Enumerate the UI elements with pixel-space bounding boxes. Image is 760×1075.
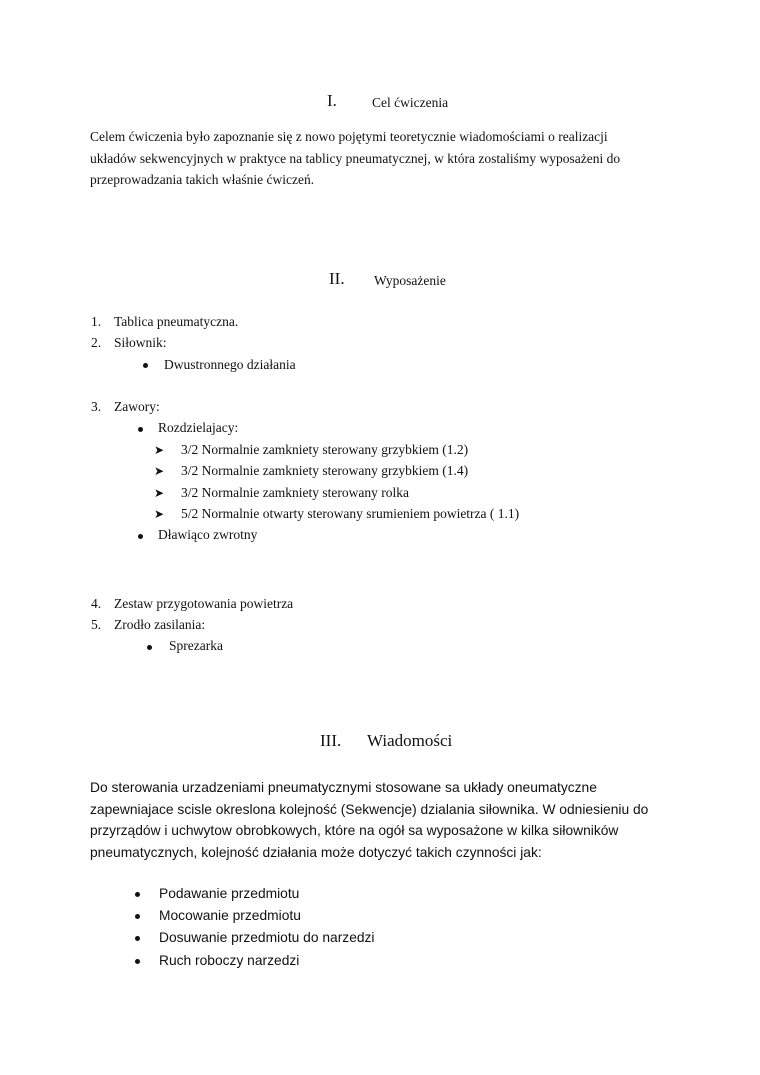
arrow-item-text: 5/2 Normalnie otwarty sterowany srumieniem powietrza ( 1.1)	[181, 506, 520, 521]
bullet-icon	[143, 363, 148, 368]
list-item-text: Zestaw przygotowania powietrza	[114, 596, 294, 611]
paragraph-line: zapewniajace scisle okreslona kolejność (Sekwencje) dzialania siłownika. W odniesieniu do	[90, 801, 649, 817]
section-1-paragraph	[90, 126, 620, 191]
list-item-text: Tablica pneumatyczna.	[114, 314, 239, 329]
sub-item-text: Dławiąco zwrotny	[158, 527, 258, 542]
bullet-icon	[135, 892, 140, 897]
bullet-icon	[135, 914, 140, 919]
section-2-title: Wyposażenie	[374, 273, 446, 288]
sub-item-text: Sprezarka	[169, 638, 223, 653]
list-item-number: 5.	[91, 617, 102, 632]
section-2-number: II.	[329, 269, 345, 288]
arrow-bullet-icon: ➤	[154, 507, 165, 521]
paragraph-line: przyrządów i uchwytow obrobkowych, które na ogół sa wyposażone w kilka siłowników	[90, 823, 619, 838]
arrow-item-text: 3/2 Normalnie zamkniety sterowany grzybkiem (1.4)	[181, 463, 469, 478]
paragraph-line: Celem ćwiczenia było zapoznanie się z nowo pojętymi teoretycznie wiadomościami o realizacji	[90, 129, 608, 144]
bullet-icon	[138, 427, 143, 432]
arrow-bullet-icon: ➤	[154, 464, 165, 478]
arrow-item-text: 3/2 Normalnie zamkniety sterowany rolka	[181, 485, 409, 500]
arrow-item-text: 3/2 Normalnie zamkniety sterowany grzybkiem (1.2)	[181, 442, 469, 457]
section-3-paragraph	[90, 777, 648, 863]
paragraph-line: pneumatycznych, kolejność działania może dotyczyć takich czynności jak:	[90, 844, 542, 860]
paragraph-line: układów sekwencyjnych w praktyce na tablicy pneumatycznej, w która zostaliśmy wyposażeni do	[90, 150, 621, 166]
section-3-number: III.	[320, 731, 342, 750]
bullet-icon	[135, 959, 140, 964]
bullet-item-text: Podawanie przedmiotu	[159, 886, 300, 901]
list-item-text: Zrodło zasilania:	[114, 617, 206, 632]
bullet-item-text: Dosuwanie przedmiotu do narzedzi	[159, 930, 375, 945]
sub-item-text: Dwustronnego działania	[164, 357, 296, 372]
arrow-bullet-icon: ➤	[154, 443, 165, 457]
list-item-number: 1.	[91, 314, 102, 329]
section-1-title: Cel ćwiczenia	[372, 95, 449, 110]
section-1-number: I.	[327, 91, 337, 110]
list-item-number: 3.	[91, 399, 102, 414]
bullet-item-text: Ruch roboczy narzedzi	[159, 953, 300, 968]
arrow-bullet-icon: ➤	[154, 486, 165, 500]
bullet-icon	[147, 645, 152, 650]
paragraph-line: przeprowadzania takich właśnie ćwiczeń.	[90, 172, 315, 187]
list-item-number: 4.	[91, 596, 102, 611]
bullet-item-text: Mocowanie przedmiotu	[159, 908, 301, 923]
sub-item-text: Rozdzielajacy:	[158, 420, 239, 435]
paragraph-line: Do sterowania urzadzeniami pneumatycznymi stosowane sa układy oneumatyczne	[90, 780, 597, 795]
section-3-title: Wiadomości	[367, 731, 453, 750]
bullet-icon	[135, 936, 140, 941]
list-item-number: 2.	[91, 335, 102, 350]
list-item-text: Siłownik:	[114, 335, 167, 350]
bullet-icon	[138, 534, 143, 539]
list-item-text: Zawory:	[114, 399, 160, 414]
